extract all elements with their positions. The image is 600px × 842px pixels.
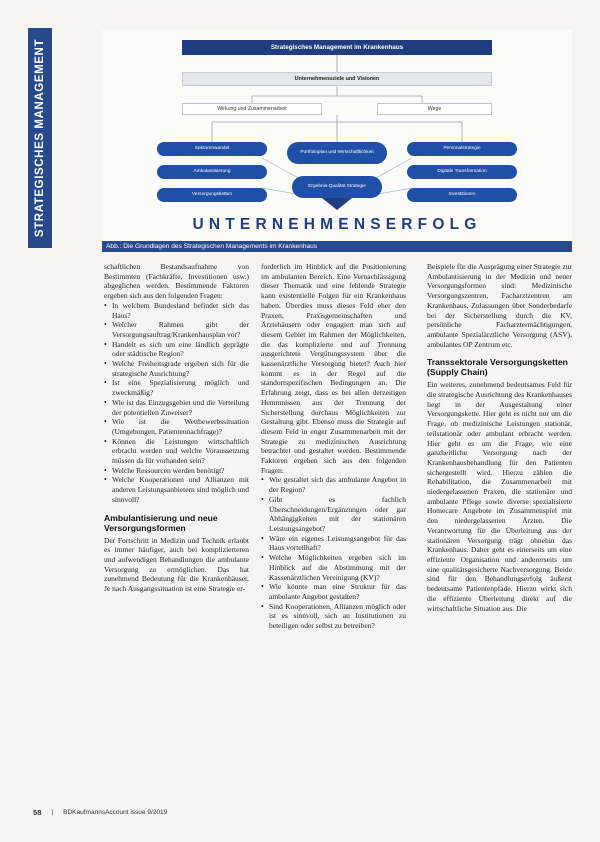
- list-item: • Welche Ressourcen werden benötigt?: [104, 466, 249, 476]
- figure-oval-4: Personalstrategie: [407, 142, 517, 156]
- page-footer: [33, 806, 573, 818]
- list-item: • Wie könnte man eine Struktur für das ambulante Angebot gestalten?: [261, 582, 406, 601]
- paragraph: forderlich im Hinblick auf die Positionierung im ambulanten Bereich. Eine Vernachlässigung dieser Thematik und eine fehlende Strategie kann existentielle Folgen für ein Krankenhaus haben. Überdies muss dieses Feld eher den Praxen, Praxisgemeinschaften und Ärztehäusern oder engagiert man sich auf diesem Gebiet im Rahmen der Möglichkeiten, die das komplizierte und auf Trennung ausgerichtete Vergütungssystem über die kassenärztliche Versorgung bietet? Auch hier kommt es in der Regel auf die standortspezifischen Bedingungen an. Die Erfahrung zeigt, dass es bei allen derzeitigen Hemmnissen aus der Trennung der Sicherstellung durchaus Möglichkeiten zur Gestaltung gibt. Ebenso muss die Strategie auf diesem Feld in enger Zusammenarbeit mit der Strategie zu medizinischen Ausrichtung betrachtet und gestaltet werden. Bestimmende Faktoren ergeben sich aus den folgenden Fragen:: [261, 262, 406, 475]
- journal-reference: BDKaufmannsAccount issue 9/2019: [63, 808, 168, 816]
- paragraph: Der Fortschritt in Medizin und Technik erlaubt es immer häufiger, auch bei komplizierteren und aufwendigen Behandlungen die ambulante Versorgung zu ermöglichen. Das hat zunehmend Bedeutung für die Krankenhäuser. Je nach Ausgangssituation ist eine Strategie er-: [104, 535, 249, 594]
- list-item: • Wie ist die Wettbewerbssituation (Umgebungen, Patientennachfrage)?: [104, 417, 249, 436]
- section-heading: Transsektorale Versorgungsketten (Supply Chain): [427, 357, 568, 378]
- figure-caption: Abb.: Die Grundlagen des Strategischen Managements im Krankenhaus: [102, 241, 572, 252]
- section-label: STRATEGISCHES MANAGEMENT: [34, 38, 47, 238]
- figure: [102, 30, 572, 252]
- figure-oval-1: Sektorenwandel: [157, 142, 267, 156]
- list-item: • Welcher Rahmen gibt der Versorgungsauftrag/Krankenhausplan vor?: [104, 320, 249, 339]
- paragraph: Ein weiteres, zunehmend bedeutsames Feld für die strategische Ausrichtung des Krankenhauses liegt in der Ausgestaltung einer Versorgungskette. Hier geht es nicht nur um die Frage, ob medizinische Leistungen stationär, teilstationär oder ambulant erbracht werden. Hier geht es um die Frage, wie eine ganzheitliche Versorgung nach der Krankenhausbehandlung für den Patienten sichergestellt wird. Hierzu zählen die Rehabilitation, die Zusammenarbeit mit niedergelassenen Praxen, die stationäre und ambulante Pflege sowie diverse spezialisierte Homecare Angebote im Zusammenspiel mit den niedergelassenen Ärzten. Die Verantwortung für die Überleitung aus der stationären Versorgung trägt ohnehin das Krankenhaus. Daher geht es einerseits um eine effiziente Organisation und andererseits um eine qualitätsgesicherte Nachversorgung. Beide sind für den Behandlungserfolg äußerst bedeutsame Patientenpfade. Hierzu wirkt sich die effiziente Überleitung direkt auf die wirtschaftliche Situation aus. Die: [427, 380, 572, 613]
- bullet-list: [261, 475, 406, 630]
- list-item: • Wie gestaltet sich das ambulante Angebot in der Region?: [261, 475, 406, 494]
- list-item: • In welchem Bundesland befindet sich das Haus?: [104, 301, 249, 320]
- list-item: • Welche Möglichkeiten ergeben sich im Hinblick auf die Abstimmung mit der Kassenärztlichen Vereinigung (KV)?: [261, 553, 406, 582]
- text-column-3: [427, 262, 572, 613]
- section-heading: Ambulantisierung und neue Versorgungsformen: [104, 512, 218, 533]
- figure-goals-bar: Unternehmensziele und Visionen: [182, 72, 492, 86]
- paragraph: Beispiele für die Ausprägung einer Strategie zur Ambulantisierung in der Medizin und neuer Versorgungsformen sind: Medizinische Versorgungszentren, Facharztzentren am Krankenhaus, Zulassungen über Sonderbedarfe bei der Sicherstellung durch die KV, persönliche Facharztermächtigungen, ambulante Spezialärztliche Versorgung (ASV), ambulantes OP Zentrum etc.: [427, 262, 572, 349]
- list-item: • Sind Kooperationen, Allianzen möglich oder ist es sinnvoll, sich an Institutionen zu beteiligen oder selbst zu betreiben?: [261, 602, 406, 631]
- figure-sub-right: Wege: [377, 103, 492, 115]
- bullet-list: [104, 301, 249, 505]
- text-column-1: [104, 262, 249, 594]
- figure-oval-2: Ambulantisierung: [157, 165, 267, 179]
- figure-oval-8: Ergebnis-Qualität Strategie: [292, 176, 382, 198]
- list-item: • Welche Kooperationen und Allianzen mit anderen Leistungsanbietern sind möglich und sinnvoll?: [104, 475, 249, 504]
- figure-oval-6: Investitionen: [407, 188, 517, 202]
- list-item: • Welche Freiheitsgrade ergeben sich für die strategische Ausrichtung?: [104, 359, 249, 378]
- paragraph: schaftlichen Bestandsaufnahme von Bestimmten (Fachkräfte, Investitionen usw.) abgeglichen werden. Bestimmende Faktoren ergeben sich aus den folgenden Fragen:: [104, 262, 249, 301]
- list-item: • Wäre ein eigenes Leistungsangebot für das Haus vorteilhaft?: [261, 534, 406, 553]
- figure-oval-3: Versorgungsketten: [157, 188, 267, 202]
- list-item: • Können die Leistungen wirtschaftlich erbracht werden und welche Voraussetzung müssen da für vorhanden sein?: [104, 437, 249, 466]
- figure-headline: UNTERNEHMENSERFOLG: [192, 216, 482, 233]
- list-item: • Wie ist das Einzugsgebiet und die Verteilung der potentiellen Zuweiser?: [104, 398, 249, 417]
- page-number: 58: [33, 807, 42, 817]
- figure-sub-left: Wirkung und Zusammenarbeit: [182, 103, 322, 115]
- footer-separator: |: [51, 808, 54, 816]
- list-item: • Ist eine Spezialisierung möglich und zweckmäßig?: [104, 378, 249, 397]
- list-item: • Gibt es fachlich Überschneidungen/Ergänzungen oder gar Abhängigkeiten mit der stationären Leistungsangebot?: [261, 495, 406, 534]
- figure-oval-7: Portfolioplan und Wirtschaftlichkeit: [287, 142, 387, 164]
- list-item: • Handelt es sich um eine ländlich geprägte oder städtische Region?: [104, 340, 249, 359]
- figure-title: Strategisches Management im Krankenhaus: [182, 40, 492, 55]
- figure-oval-5: Digitale Transformation: [407, 165, 517, 179]
- text-column-2: [261, 262, 406, 631]
